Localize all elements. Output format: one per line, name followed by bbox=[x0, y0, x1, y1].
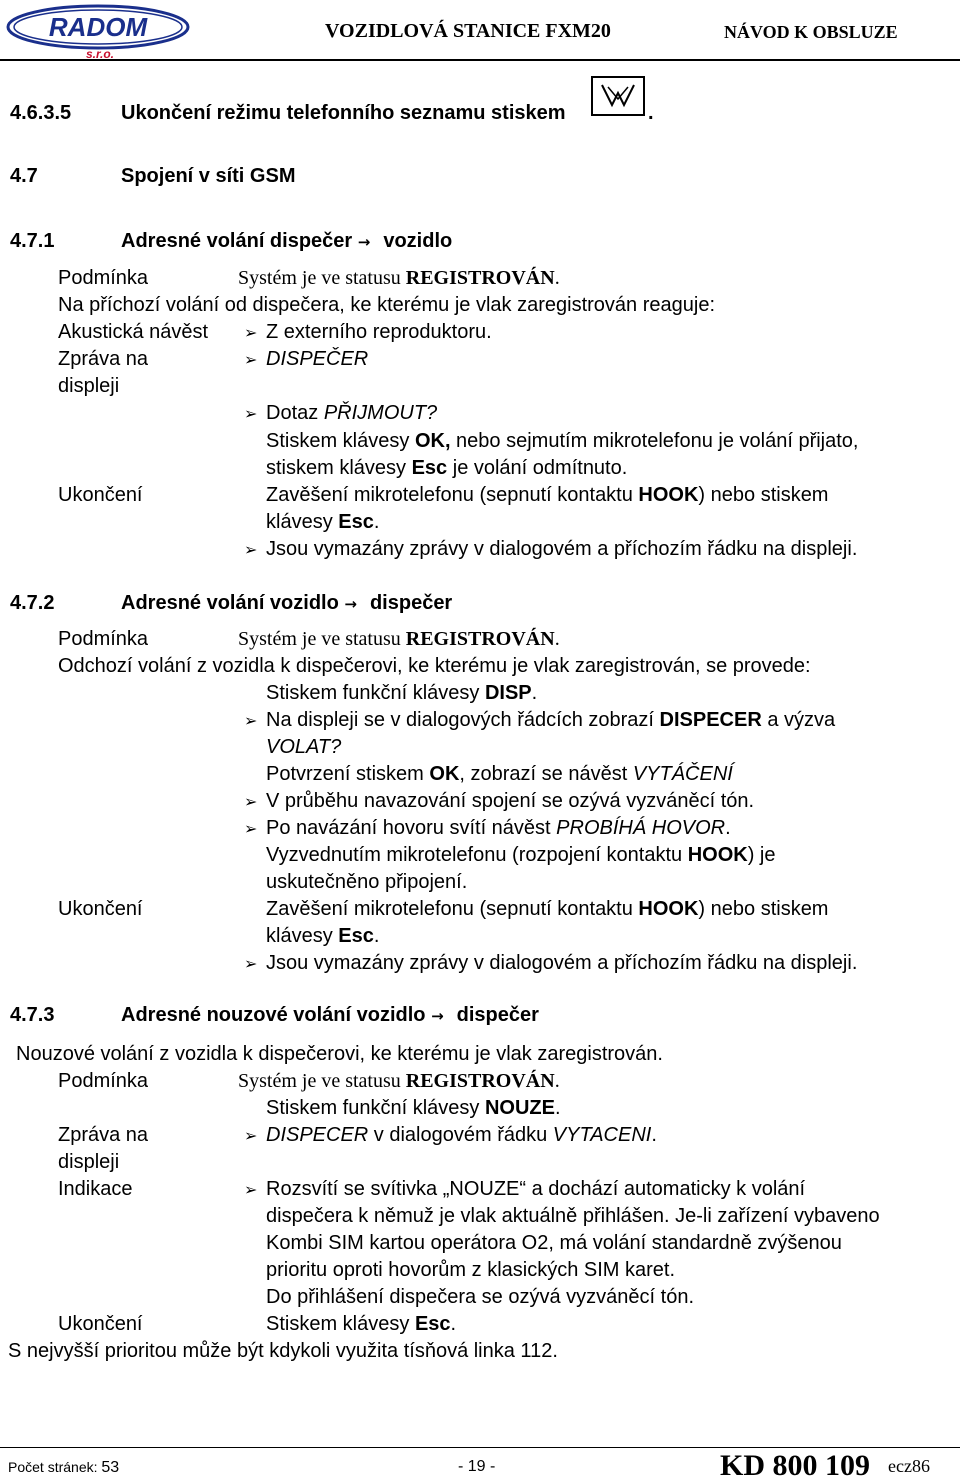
text-potvrzeni: Potvrzení stiskem OK, zobrazí se návěst VYTÁČENÍ bbox=[266, 763, 733, 785]
text-indikace-2: dispečera k němuž je vlak aktuálně přihlášen. Je-li zařízení vybaveno bbox=[266, 1205, 880, 1227]
text-zaveseni: Zavěšení mikrotelefonu (sepnutí kontaktu HOOK) nebo stiskem bbox=[266, 898, 829, 920]
label-ukonceni: Ukončení bbox=[58, 484, 143, 506]
label-podminka: Podmínka bbox=[58, 267, 149, 289]
text-stiskem-disp: Stiskem funkční klávesy DISP. bbox=[266, 682, 538, 704]
label-zprava: Zpráva na bbox=[58, 348, 149, 370]
right-arrow-icon: → bbox=[357, 233, 371, 251]
section-num-472: 4.7.2 bbox=[10, 592, 55, 614]
footer-rule bbox=[0, 1447, 960, 1448]
logo-sub: s.r.o. bbox=[85, 47, 115, 61]
text-odchozi: Odchozí volání z vozidla k dispečerovi, ke kterému je vlak zaregistrován, se provede: bbox=[58, 655, 811, 677]
label-podminka: Podmínka bbox=[58, 1070, 149, 1092]
bullet-arrowhead-icon: ➢ bbox=[244, 954, 258, 973]
footer-doc-number: KD 800 109 bbox=[720, 1449, 870, 1482]
value-dispecer-vytaceni: DISPECER v dialogovém řádku VYTACENI. bbox=[266, 1124, 657, 1146]
label-akusticka: Akustická návěst bbox=[58, 321, 209, 343]
bullet-arrowhead-icon: ➢ bbox=[244, 404, 258, 423]
text-indikace-5: Do přihlášení dispečera se ozývá vyzváněcí tón. bbox=[266, 1286, 694, 1308]
value-dotaz: Dotaz PŘIJMOUT? bbox=[266, 402, 438, 424]
label-ukonceni: Ukončení bbox=[58, 898, 143, 920]
header-rule bbox=[0, 59, 960, 61]
text-po-navazani: Po navázání hovoru svítí návěst PROBÍHÁ HOVOR. bbox=[266, 817, 731, 839]
footer-pages: Počet stránek: 53 bbox=[8, 1459, 120, 1476]
radom-logo bbox=[4, 3, 192, 61]
text-prichozi: Na příchozí volání od dispečera, ke kterému je vlak zaregistrován reaguje: bbox=[58, 294, 716, 316]
section-num-47: 4.7 bbox=[10, 165, 38, 187]
bullet-arrowhead-icon: ➢ bbox=[244, 1126, 258, 1145]
label-ukonceni: Ukončení bbox=[58, 1313, 143, 1335]
header-right: NÁVOD K OBSLUZE bbox=[724, 22, 898, 42]
value-dispecer: DISPEČER bbox=[266, 348, 369, 370]
bullet-arrowhead-icon: ➢ bbox=[244, 792, 258, 811]
bullet-arrowhead-icon: ➢ bbox=[244, 711, 258, 730]
bullet-arrowhead-icon: ➢ bbox=[244, 350, 258, 369]
right-arrow-icon: → bbox=[344, 595, 357, 613]
label-podminka: Podmínka bbox=[58, 628, 149, 650]
section-title-47: Spojení v síti GSM bbox=[121, 165, 296, 187]
section-num-473: 4.7.3 bbox=[10, 1004, 55, 1026]
text-stiskem-ok: Stiskem klávesy OK, nebo sejmutím mikrotelefonu je volání přijato, bbox=[266, 430, 859, 452]
text-stiskem-esc: stiskem klávesy Esc je volání odmítnuto. bbox=[266, 457, 628, 479]
bullet-arrowhead-icon: ➢ bbox=[244, 1180, 258, 1199]
text-klavesy-esc: klávesy Esc. bbox=[266, 511, 380, 533]
logo-text: RADOM bbox=[48, 12, 148, 42]
text-prubeh: V průběhu navazování spojení se ozývá vyzváněcí tón. bbox=[266, 790, 755, 812]
text-jsou-vymazany: Jsou vymazány zprávy v dialogovém a příchozím řádku na displeji. bbox=[266, 952, 858, 974]
value-podminka: Systém je ve statusu REGISTROVÁN. bbox=[238, 267, 560, 289]
bullet-arrowhead-icon: ➢ bbox=[244, 819, 258, 838]
text-vyzvednutim: Vyzvednutím mikrotelefonu (rozpojení kontaktu HOOK) je bbox=[266, 844, 776, 866]
label-displeji: displeji bbox=[58, 375, 120, 397]
right-arrow-icon: → bbox=[431, 1007, 444, 1025]
bullet-arrowhead-icon: ➢ bbox=[244, 323, 258, 342]
text-jsou-vymazany: Jsou vymazány zprávy v dialogovém a příchozím řádku na displeji. bbox=[266, 538, 858, 560]
text-ukonceni-esc: Stiskem klávesy Esc. bbox=[266, 1313, 457, 1335]
section-title-4635: Ukončení režimu telefonního seznamu stiskem bbox=[121, 102, 566, 124]
label-indikace: Indikace bbox=[58, 1178, 133, 1200]
text-indikace-1: Rozsvítí se svítivka „NOUZE“ a dochází automaticky k volání bbox=[266, 1178, 806, 1200]
section-num-4635: 4.6.3.5 bbox=[10, 102, 72, 124]
text-stiskem-nouze: Stiskem funkční klávesy NOUZE. bbox=[266, 1097, 561, 1119]
value-akusticka: Z externího reproduktoru. bbox=[266, 321, 492, 343]
bullet-arrowhead-icon: ➢ bbox=[244, 540, 258, 559]
label-displeji: displeji bbox=[58, 1151, 120, 1173]
footer-page-number: - 19 - bbox=[458, 1458, 496, 1475]
section-num-471: 4.7.1 bbox=[10, 230, 55, 252]
header-title: VOZIDLOVÁ STANICE FXM20 bbox=[325, 20, 611, 42]
label-zprava: Zpráva na bbox=[58, 1124, 149, 1146]
section-title-472: Adresné volání vozidlo → dispečer bbox=[121, 590, 452, 618]
text-nouzove: Nouzové volání z vozidla k dispečerovi, ke kterému je vlak zaregistrován. bbox=[16, 1043, 663, 1065]
value-podminka: Systém je ve statusu REGISTROVÁN. bbox=[238, 628, 560, 650]
section-title-471: Adresné volání dispečer → vozidlo bbox=[121, 228, 452, 256]
text-klavesy-esc: klávesy Esc. bbox=[266, 925, 380, 947]
section-dot-4635: . bbox=[648, 102, 654, 124]
text-tisnova-linka: S nejvyšší prioritou může být kdykoli využita tísňová linka 112. bbox=[8, 1340, 558, 1362]
value-podminka: Systém je ve statusu REGISTROVÁN. bbox=[238, 1070, 560, 1092]
text-na-displeji: Na displeji se v dialogových řádcích zobrazí DISPECER a výzva bbox=[266, 709, 836, 731]
text-uskutecneno: uskutečněno připojení. bbox=[266, 871, 468, 893]
text-zaveseni: Zavěšení mikrotelefonu (sepnutí kontaktu HOOK) nebo stiskem bbox=[266, 484, 829, 506]
key-symbol-icon bbox=[590, 75, 646, 119]
text-indikace-4: prioritu oproti hovorům z klasických SIM karet. bbox=[266, 1259, 676, 1281]
footer-code: ecz86 bbox=[888, 1456, 930, 1476]
section-title-473: Adresné nouzové volání vozidlo → dispečer bbox=[121, 1002, 539, 1030]
text-volat: VOLAT? bbox=[266, 736, 342, 758]
text-indikace-3: Kombi SIM kartou operátora O2, má volání standardně zvýšenou bbox=[266, 1232, 842, 1254]
